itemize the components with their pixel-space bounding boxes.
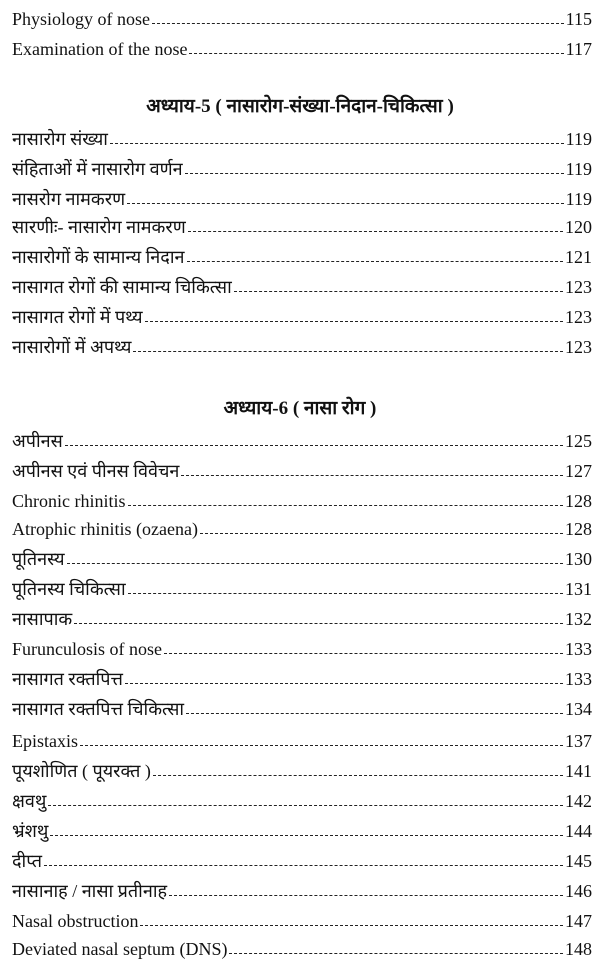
entry-title: अपीनस एवं पीनस विवेचन	[12, 461, 180, 481]
entry-title: संहिताओं में नासारोग वर्णन	[12, 159, 183, 179]
entry-title: नासानाह / नासा प्रतीनाह	[12, 881, 168, 901]
entry-title: अपीनस	[12, 431, 63, 451]
toc-entry	[12, 542, 592, 570]
entry-title: नासागत रोगों में पथ्य	[12, 307, 143, 327]
dot-leader	[65, 445, 563, 446]
toc-entry	[12, 454, 592, 482]
entry-title: दीप्त	[12, 851, 43, 871]
entry-title: Physiology of nose	[12, 9, 151, 29]
entry-page: 123	[565, 307, 592, 327]
toc-entry	[12, 814, 592, 842]
dot-leader	[229, 953, 563, 954]
dot-leader	[169, 895, 563, 896]
dot-leader	[74, 623, 563, 624]
entry-title: नासारोग संख्या	[12, 129, 108, 149]
entry-title: नासापाक	[12, 609, 73, 629]
toc-entry	[12, 424, 592, 452]
dot-leader	[200, 533, 563, 534]
dot-leader	[185, 173, 564, 174]
dot-leader	[189, 53, 563, 54]
entry-title: क्षवथु	[12, 791, 47, 811]
dot-leader	[234, 291, 563, 292]
entry-title: नासरोग नामकरण	[12, 189, 126, 209]
toc-entry	[12, 300, 592, 328]
entry-page: 133	[565, 669, 592, 689]
dot-leader	[188, 231, 563, 232]
dot-leader	[181, 475, 563, 476]
dot-leader	[110, 143, 564, 144]
dot-leader	[153, 775, 563, 776]
dot-leader	[67, 563, 563, 564]
entry-page: 134	[565, 699, 592, 719]
entry-title: पूयशोणित ( पूयरक्त )	[12, 761, 151, 781]
toc-entry	[12, 632, 592, 660]
entry-page: 117	[565, 39, 592, 59]
entry-page: 119	[565, 189, 592, 209]
entry-page: 119	[565, 159, 592, 179]
dot-leader	[44, 865, 563, 866]
toc-entry	[12, 572, 592, 600]
entry-title: Furunculosis of nose	[12, 639, 162, 659]
entry-page: 120	[565, 217, 592, 237]
entry-page: 144	[565, 821, 592, 841]
entry-title: Atrophic rhinitis (ozaena)	[12, 519, 198, 539]
entry-page: 141	[565, 761, 592, 781]
entry-title: नासागत रक्तपित्त	[12, 669, 123, 689]
toc-entry	[12, 844, 592, 872]
entry-page: 115	[565, 9, 592, 29]
toc-entry	[12, 122, 592, 150]
dot-leader	[145, 321, 563, 322]
toc-entry	[12, 754, 592, 782]
entry-page: 130	[565, 549, 592, 569]
dot-leader	[164, 653, 563, 654]
chapter-5-heading: अध्याय-5 ( नासारोग-संख्या-निदान-चिकित्सा )	[146, 96, 454, 117]
entry-page: 137	[565, 731, 592, 751]
dot-leader	[125, 683, 563, 684]
entry-title: Deviated nasal septum (DNS)	[12, 939, 228, 959]
entry-title: Epistaxis	[12, 731, 78, 751]
entry-page: 142	[565, 791, 592, 811]
entry-page: 123	[565, 337, 592, 357]
entry-page: 119	[565, 129, 592, 149]
toc-entry	[12, 330, 592, 358]
dot-leader	[50, 835, 563, 836]
entry-title: Examination of the nose	[12, 39, 188, 59]
dot-leader	[48, 805, 563, 806]
dot-leader	[187, 261, 564, 262]
entry-page: 147	[565, 911, 592, 931]
dot-leader	[133, 351, 563, 352]
entry-page: 121	[565, 247, 592, 267]
toc-entry	[12, 874, 592, 902]
dot-leader	[80, 745, 563, 746]
entry-title: Nasal obstruction	[12, 911, 139, 931]
entry-page: 131	[565, 579, 592, 599]
dot-leader	[186, 713, 563, 714]
entry-page: 128	[565, 519, 592, 539]
entry-page: 145	[565, 851, 592, 871]
entry-page: 125	[565, 431, 592, 451]
entry-title: Chronic rhinitis	[12, 491, 126, 511]
entry-page: 148	[565, 939, 592, 959]
toc-entry	[12, 662, 592, 690]
entry-page: 123	[565, 277, 592, 297]
dot-leader	[128, 593, 563, 594]
toc-entry	[12, 784, 592, 812]
entry-title: सारणीः- नासारोग नामकरण	[12, 217, 186, 237]
dot-leader	[128, 505, 564, 506]
entry-title: पूतिनस्य	[12, 549, 65, 569]
toc-entry	[12, 484, 592, 512]
toc-entry	[12, 152, 592, 180]
entry-page: 146	[565, 881, 592, 901]
entry-title: भ्रंशथु	[12, 821, 49, 841]
entry-title: नासागत रोगों की सामान्य चिकित्सा	[12, 277, 232, 297]
dot-leader	[152, 23, 564, 24]
toc-entry	[12, 2, 592, 30]
toc-entry	[12, 182, 592, 210]
chapter-6-heading: अध्याय-6 ( नासा रोग )	[223, 398, 377, 419]
dot-leader	[127, 203, 564, 204]
entry-page: 127	[565, 461, 592, 481]
entry-title: नासारोगों के सामान्य निदान	[12, 247, 185, 267]
toc-entry	[12, 692, 592, 720]
entry-page: 133	[565, 639, 592, 659]
toc-entry	[12, 240, 592, 268]
entry-title: पूतिनस्य चिकित्सा	[12, 579, 126, 599]
toc-entry	[12, 32, 592, 60]
entry-title: नासागत रक्तपित्त चिकित्सा	[12, 699, 185, 719]
toc-entry	[12, 512, 592, 540]
toc-entry	[12, 724, 592, 752]
entry-title: नासारोगों में अपथ्य	[12, 337, 132, 357]
toc-entry	[12, 602, 592, 630]
dot-leader	[140, 925, 563, 926]
toc-entry	[12, 932, 592, 960]
entry-page: 128	[565, 491, 592, 511]
toc-entry	[12, 210, 592, 238]
toc-entry	[12, 270, 592, 298]
entry-page: 132	[565, 609, 592, 629]
toc-entry	[12, 904, 592, 932]
